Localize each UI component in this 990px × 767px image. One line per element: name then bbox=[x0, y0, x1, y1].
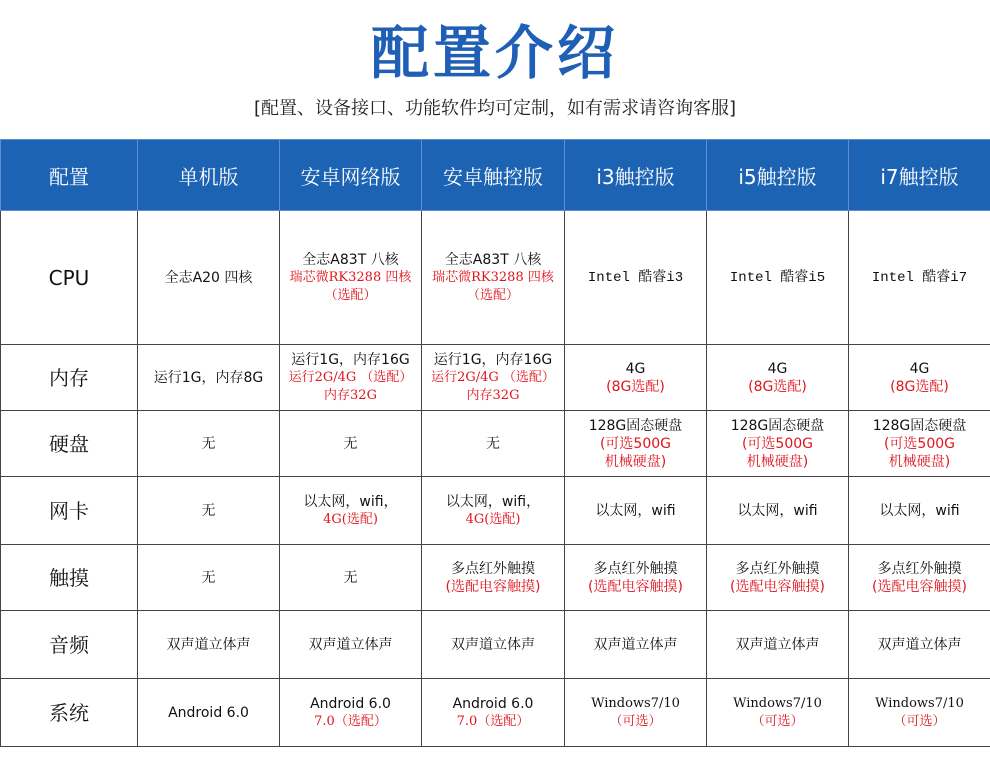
table-cell bbox=[707, 477, 849, 545]
table-cell bbox=[565, 679, 707, 747]
table-cell bbox=[138, 411, 280, 477]
cell-line: (8G选配) bbox=[748, 378, 807, 395]
cell-line: 双声道立体声 bbox=[877, 636, 962, 653]
cell-line: (选配电容触摸) bbox=[872, 578, 967, 595]
cell-line: 128G固态硬盘 bbox=[730, 417, 825, 434]
cell-line: 多点红外触摸 bbox=[593, 560, 678, 577]
cell-line: 4G(选配) bbox=[323, 511, 378, 527]
cell-line: 无 bbox=[343, 569, 358, 586]
column-header: 安卓触控版 bbox=[422, 140, 565, 211]
table-cell bbox=[280, 611, 422, 679]
table-cell bbox=[422, 211, 565, 345]
table-cell bbox=[565, 477, 707, 545]
cell-line: 运行1G，内存8G bbox=[153, 369, 264, 386]
cell-line: 7.0（选配） bbox=[456, 713, 530, 729]
table-cell bbox=[849, 679, 990, 747]
cell-line: (8G选配) bbox=[606, 378, 665, 395]
cell-line: 内存32G bbox=[324, 387, 377, 403]
table-cell bbox=[280, 679, 422, 747]
cell-line: 双声道立体声 bbox=[593, 636, 678, 653]
row-label: 网卡 bbox=[1, 477, 138, 545]
table-cell bbox=[565, 411, 707, 477]
row-label: CPU bbox=[1, 211, 138, 345]
table-cell bbox=[138, 611, 280, 679]
cell-line: 无 bbox=[201, 569, 216, 586]
cell-line: 机械硬盘) bbox=[604, 453, 667, 470]
table-cell bbox=[565, 345, 707, 411]
cell-line: 无 bbox=[201, 435, 216, 452]
table-cell bbox=[422, 611, 565, 679]
cell-line: 多点红外触摸 bbox=[877, 560, 962, 577]
cell-line: 双声道立体声 bbox=[166, 636, 251, 653]
table-cell bbox=[707, 679, 849, 747]
column-header: i7触控版 bbox=[849, 140, 990, 211]
cell-line: 多点红外触摸 bbox=[735, 560, 820, 577]
table-cell bbox=[138, 211, 280, 345]
cell-line: （可选） bbox=[893, 713, 946, 729]
table-cell bbox=[138, 477, 280, 545]
cell-line: Intel 酷睿i7 bbox=[871, 269, 968, 286]
table-cell bbox=[280, 211, 422, 345]
cell-line: 全志A20 四核 bbox=[164, 269, 253, 286]
column-header: i3触控版 bbox=[565, 140, 707, 211]
cell-line: Android 6.0 bbox=[168, 704, 249, 721]
table-row bbox=[1, 611, 990, 679]
cell-line: 全志A83T 八核 bbox=[444, 251, 542, 268]
table-cell bbox=[707, 411, 849, 477]
table-cell bbox=[707, 211, 849, 345]
table-cell bbox=[138, 345, 280, 411]
cell-line: 128G固态硬盘 bbox=[588, 417, 683, 434]
table-row bbox=[1, 477, 990, 545]
column-header: 单机版 bbox=[138, 140, 280, 211]
table-row bbox=[1, 411, 990, 477]
table-cell bbox=[565, 211, 707, 345]
cell-line: （可选） bbox=[609, 713, 662, 729]
cell-line: Intel 酷睿i5 bbox=[729, 269, 826, 286]
table-cell bbox=[280, 345, 422, 411]
cell-line: 以太网，wifi， bbox=[303, 493, 398, 510]
table-cell bbox=[422, 345, 565, 411]
cell-line: 7.0（选配） bbox=[314, 713, 387, 729]
cell-line: (选配电容触摸) bbox=[588, 578, 683, 595]
table-cell bbox=[422, 545, 565, 611]
row-label: 硬盘 bbox=[1, 411, 138, 477]
cell-line: Android 6.0 bbox=[310, 695, 391, 712]
cell-line: 运行1G，内存16G bbox=[291, 351, 410, 368]
cell-line: 内存32G bbox=[466, 387, 520, 403]
cell-line: 瑞芯微RK3288 四核 bbox=[289, 269, 412, 285]
column-header: 安卓网络版 bbox=[280, 140, 422, 211]
cell-line: Windows7/10 bbox=[733, 695, 822, 711]
cell-line: 4G(选配) bbox=[465, 511, 521, 527]
cell-line: （选配） bbox=[466, 287, 519, 303]
page-title: 配置介绍 bbox=[370, 19, 619, 87]
cell-line: 瑞芯微RK3288 四核 bbox=[432, 269, 554, 285]
table-row bbox=[1, 545, 990, 611]
table-header-row bbox=[1, 140, 990, 211]
table-cell bbox=[707, 345, 849, 411]
cell-line: 双声道立体声 bbox=[735, 636, 820, 653]
table-cell bbox=[422, 411, 565, 477]
table-cell bbox=[849, 411, 990, 477]
cell-line: 4G bbox=[625, 360, 646, 377]
table-cell bbox=[707, 611, 849, 679]
row-label: 音频 bbox=[1, 611, 138, 679]
cell-line: 以太网，wifi bbox=[595, 502, 676, 519]
table-cell bbox=[422, 679, 565, 747]
table-cell bbox=[849, 477, 990, 545]
table-cell bbox=[707, 545, 849, 611]
cell-line: (可选500G bbox=[883, 435, 956, 452]
table-cell bbox=[849, 545, 990, 611]
cell-line: Windows7/10 bbox=[591, 695, 680, 711]
row-label: 内存 bbox=[1, 345, 138, 411]
cell-line: (8G选配) bbox=[890, 378, 949, 395]
table-cell bbox=[138, 545, 280, 611]
cell-line: Intel 酷睿i3 bbox=[587, 269, 684, 286]
cell-line: (选配电容触摸) bbox=[445, 578, 541, 595]
row-label: 触摸 bbox=[1, 545, 138, 611]
table-row bbox=[1, 345, 990, 411]
cell-line: （可选） bbox=[751, 713, 804, 729]
table-row bbox=[1, 679, 990, 747]
column-header: i5触控版 bbox=[707, 140, 849, 211]
table-cell bbox=[138, 679, 280, 747]
cell-line: 无 bbox=[343, 435, 358, 452]
cell-line: 运行2G/4G （选配） bbox=[288, 369, 413, 385]
table-cell bbox=[565, 545, 707, 611]
cell-line: 双声道立体声 bbox=[308, 636, 393, 653]
cell-line: 4G bbox=[767, 360, 788, 377]
cell-line: 无 bbox=[201, 502, 216, 519]
cell-line: 以太网，wifi bbox=[879, 502, 960, 519]
cell-line: 机械硬盘) bbox=[888, 453, 951, 470]
cell-line: 多点红外触摸 bbox=[451, 560, 535, 577]
cell-line: 以太网，wifi， bbox=[445, 493, 541, 510]
row-label: 系统 bbox=[1, 679, 138, 747]
cell-line: 128G固态硬盘 bbox=[872, 417, 967, 434]
cell-line: (可选500G bbox=[599, 435, 672, 452]
cell-line: (选配电容触摸) bbox=[730, 578, 825, 595]
table-cell bbox=[280, 545, 422, 611]
table-cell bbox=[849, 611, 990, 679]
cell-line: 双声道立体声 bbox=[451, 636, 535, 653]
cell-line: 4G bbox=[909, 360, 930, 377]
cell-line: （选配） bbox=[324, 287, 377, 303]
table-cell bbox=[849, 345, 990, 411]
table-row bbox=[1, 211, 990, 345]
cell-line: Android 6.0 bbox=[452, 695, 534, 712]
cell-line: 无 bbox=[486, 435, 500, 452]
table-cell bbox=[280, 411, 422, 477]
spec-table bbox=[0, 139, 990, 747]
cell-line: Windows7/10 bbox=[875, 695, 964, 711]
table-cell bbox=[849, 211, 990, 345]
cell-line: 以太网，wifi bbox=[737, 502, 818, 519]
cell-line: 全志A83T 八核 bbox=[302, 251, 399, 268]
page-subtitle: [配置、设备接口、功能软件均可定制，如有需求请咨询客服] bbox=[253, 98, 737, 119]
cell-line: 机械硬盘) bbox=[746, 453, 809, 470]
table-cell bbox=[565, 611, 707, 679]
cell-line: 运行1G，内存16G bbox=[433, 351, 553, 368]
column-header: 配置 bbox=[1, 140, 138, 211]
cell-line: (可选500G bbox=[741, 435, 814, 452]
table-cell bbox=[280, 477, 422, 545]
table-cell bbox=[422, 477, 565, 545]
cell-line: 运行2G/4G （选配） bbox=[431, 369, 555, 385]
